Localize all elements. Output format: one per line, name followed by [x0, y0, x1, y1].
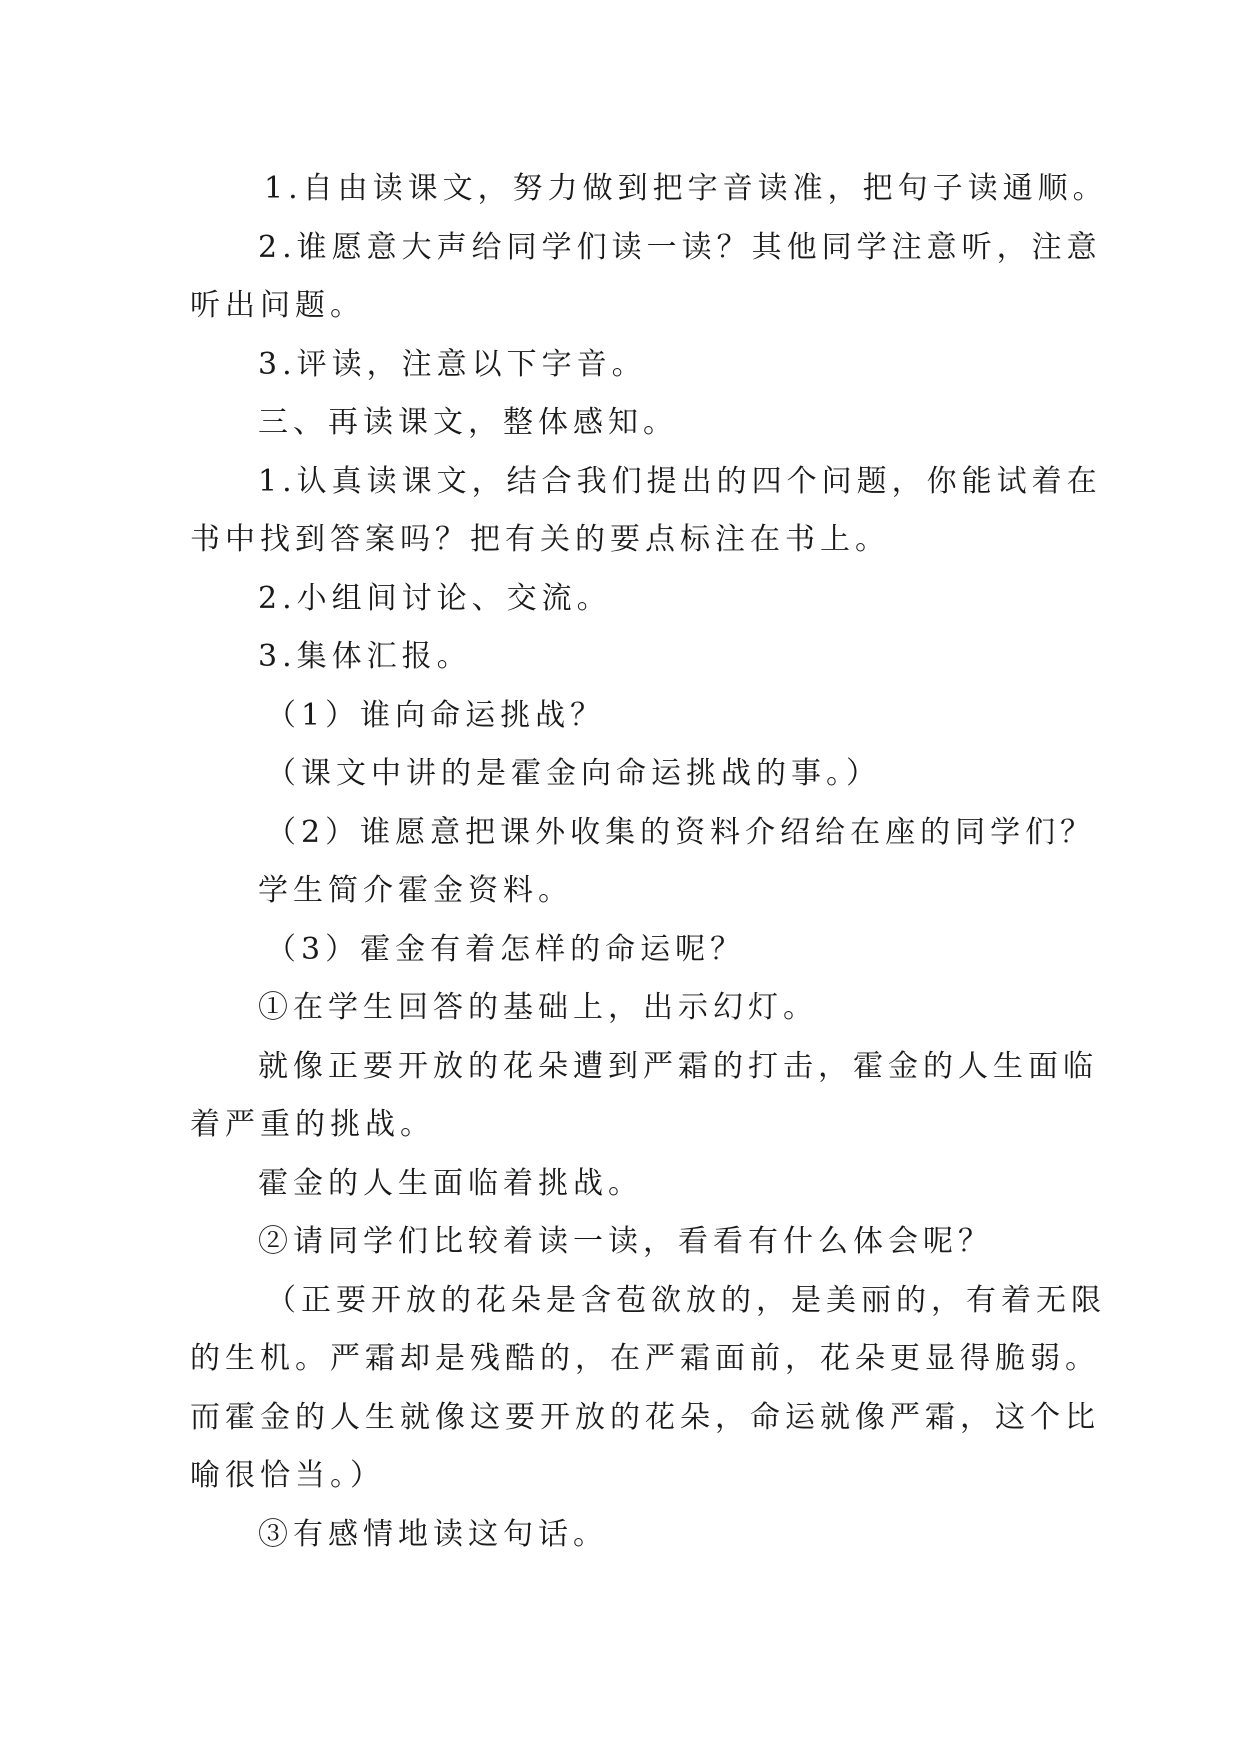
text-line: （正要开放的花朵是含苞欲放的，是美丽的，有着无限	[266, 1282, 1106, 1318]
text-line: ③有感情地读这句话。	[258, 1516, 608, 1552]
text-line: 1.认真读课文，结合我们提出的四个问题，你能试着在	[258, 463, 1102, 499]
section-heading: 三、再读课文，整体感知。	[258, 405, 678, 440]
text-line: ①在学生回答的基础上，出示幻灯。	[258, 990, 818, 1025]
text-line: 3.集体汇报。	[258, 639, 472, 674]
text-line: 的生机。严霜却是残酷的，在严霜面前，花朵更显得脆弱。	[190, 1341, 1100, 1376]
text-line: 就像正要开放的花朵遭到严霜的打击，霍金的人生面临	[258, 1048, 1098, 1084]
text-line: 3.评读，注意以下字音。	[258, 346, 647, 382]
text-line: 1.自由读课文，努力做到把字音读准，把句子读通顺。	[264, 171, 1108, 206]
text-line: 霍金的人生面临着挑战。	[258, 1165, 643, 1201]
text-line: （课文中讲的是霍金向命运挑战的事。）	[266, 756, 881, 791]
text-line: 书中找到答案吗？把有关的要点标注在书上。	[190, 522, 890, 557]
text-line: 着严重的挑战。	[190, 1107, 435, 1142]
text-line: 2.小组间讨论、交流。	[258, 580, 612, 616]
text-line: 2.谁愿意大声给同学们读一读？其他同学注意听，注意	[258, 229, 1102, 265]
text-line: 听出问题。	[190, 288, 365, 323]
text-line: 喻很恰当。）	[190, 1458, 385, 1493]
text-line: （2）谁愿意把课外收集的资料介绍给在座的同学们？	[266, 814, 1096, 850]
text-line: （3）霍金有着怎样的命运呢？	[266, 931, 746, 967]
text-line: （1）谁向命运挑战？	[266, 697, 606, 733]
text-line: 学生简介霍金资料。	[258, 873, 573, 908]
text-line: 而霍金的人生就像这要开放的花朵，命运就像严霜，这个比	[190, 1399, 1100, 1435]
text-line: ②请同学们比较着读一读，看看有什么体会呢？	[258, 1224, 993, 1259]
